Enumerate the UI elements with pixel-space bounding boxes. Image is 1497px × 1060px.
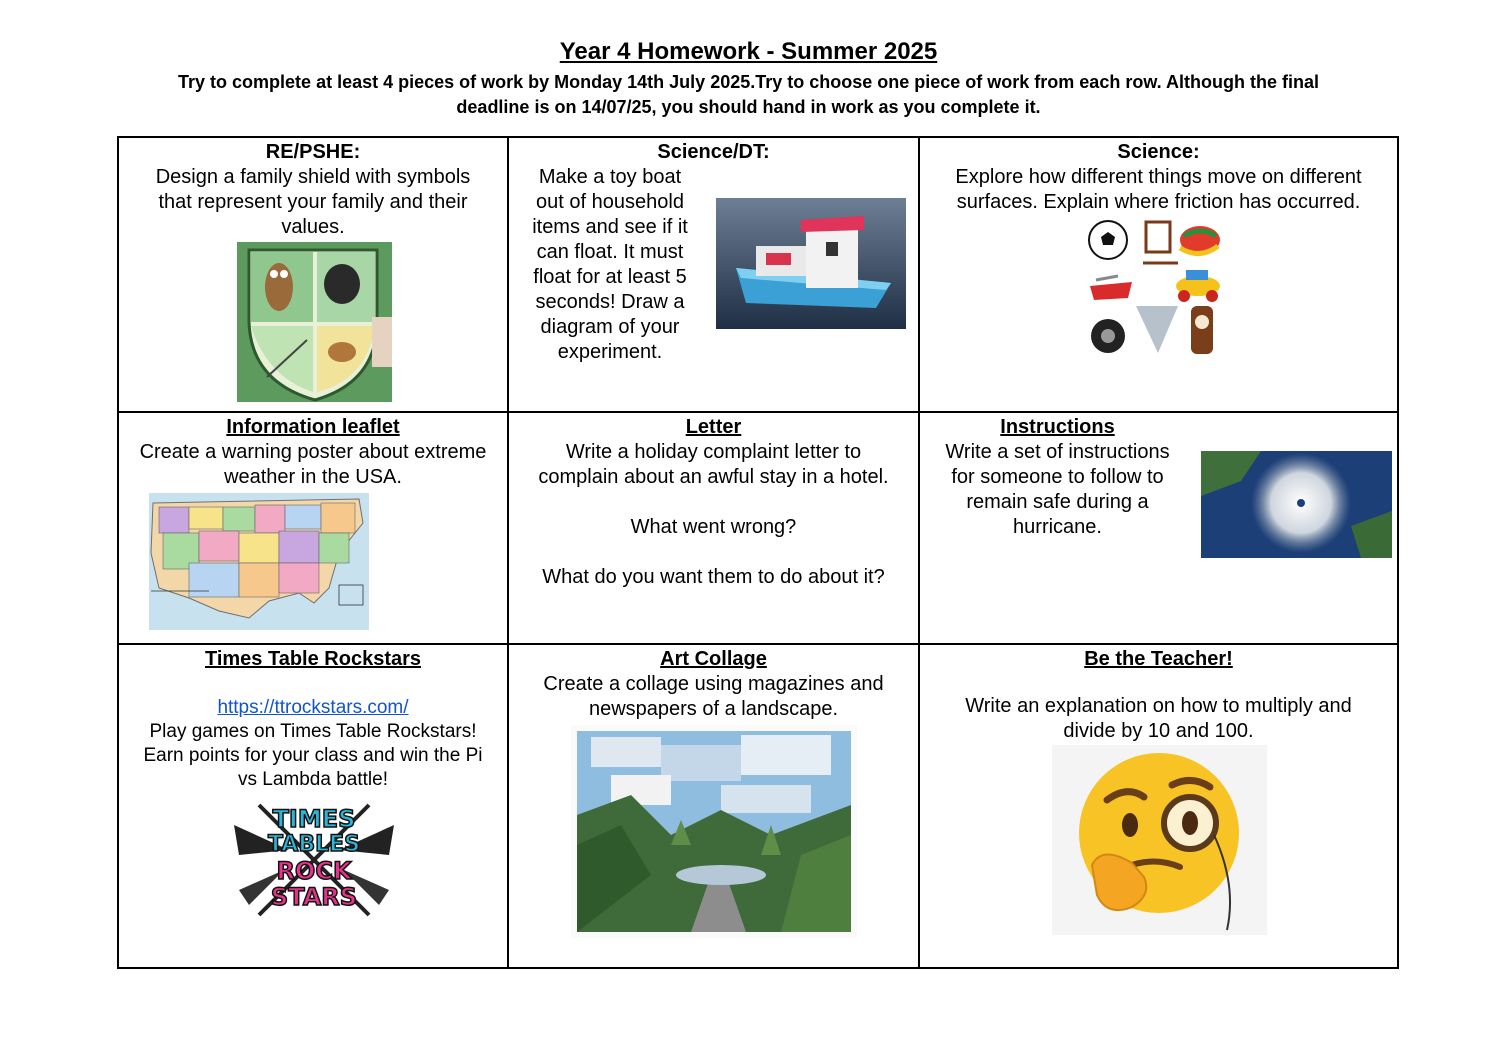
cell-text: vs Lambda battle! — [238, 769, 388, 790]
cell-text: divide by 10 and 100. — [1063, 720, 1254, 742]
cell-heading: Times Table Rockstars — [204, 648, 422, 670]
family-shield-image — [237, 242, 392, 402]
cell-text-block — [930, 415, 1185, 540]
cell-text: seconds! Draw a — [535, 291, 685, 313]
cell-text: Write an explanation on how to multiply and — [965, 695, 1352, 717]
boat-illustration — [716, 198, 906, 329]
cell-heading: Letter — [685, 416, 742, 438]
page-subtitle — [150, 70, 1347, 120]
cell-text: out of household — [536, 191, 684, 213]
ttrs-logo-times: TIMES — [272, 805, 356, 833]
objects-clipart — [1088, 218, 1223, 356]
cell-heading: Information leaflet — [226, 416, 400, 438]
moving-objects-image — [1088, 218, 1223, 356]
cell-text: What went wrong? — [630, 516, 797, 538]
ttrs-logo-graphic — [229, 795, 399, 920]
cell-times-table-rockstars — [119, 645, 507, 967]
landscape-collage-image — [571, 725, 857, 938]
cell-text: remain safe during a — [966, 491, 1149, 513]
cell-text: Write a holiday complaint letter to — [565, 441, 862, 463]
cell-heading: Science: — [1117, 141, 1200, 163]
cell-text: Design a family shield with symbols — [155, 166, 471, 188]
subtitle-line-2: deadline is on 14/07/25, you should hand in work as you complete it. — [456, 97, 1041, 117]
cell-text: Write a set of instructions — [945, 441, 1170, 463]
usa-map-image — [149, 493, 369, 630]
cell-text: items and see if it — [532, 216, 688, 238]
cell-text: float for at least 5 — [533, 266, 687, 288]
ttrs-logo — [229, 795, 399, 920]
cell-text: Create a collage using magazines and — [543, 673, 884, 695]
hurricane-image — [1201, 451, 1392, 558]
cell-instructions — [920, 413, 1397, 643]
cell-text: diagram of your — [540, 316, 680, 338]
cell-text: Make a toy boat — [538, 166, 682, 188]
cell-text: Create a warning poster about extreme — [139, 441, 487, 463]
shield-illustration — [237, 242, 392, 402]
cell-heading: Science/DT: — [657, 141, 770, 163]
page-title: Year 4 Homework - Summer 2025 — [559, 38, 938, 65]
cell-text: values. — [281, 216, 345, 238]
ttrs-logo-stars: STARS — [270, 883, 358, 911]
cell-heading: Instructions — [1000, 416, 1115, 438]
cell-text: can float. It must — [536, 241, 684, 263]
ttrs-logo-tables: TABLES — [268, 832, 360, 857]
ttrs-logo-rock: ROCK — [276, 857, 352, 885]
cell-be-the-teacher — [920, 645, 1397, 967]
thinking-emoji-image — [1052, 745, 1267, 935]
cell-heading: Be the Teacher! — [1084, 648, 1233, 670]
homework-grid — [117, 136, 1399, 969]
cell-text: What do you want them to do about it? — [542, 566, 885, 588]
cell-text: for someone to follow to — [951, 466, 1164, 488]
toy-boat-image — [716, 198, 906, 329]
cell-text: Play games on Times Table Rockstars! — [149, 721, 477, 742]
ttrockstars-link[interactable]: https://ttrockstars.com/ — [217, 697, 409, 718]
cell-letter — [509, 413, 918, 643]
cell-art-collage — [509, 645, 918, 967]
cell-text: hurricane. — [1013, 516, 1102, 538]
cell-text: surfaces. Explain where friction has occurred. — [956, 191, 1361, 213]
hurricane-illustration — [1201, 451, 1392, 558]
cell-heading: Art Collage — [660, 648, 767, 670]
cell-text: Explore how different things move on different — [955, 166, 1362, 188]
cell-information-leaflet — [119, 413, 507, 643]
subtitle-line-1: Try to complete at least 4 pieces of work by Monday 14th July 2025.Try to choose one piece of work from each row. Although the final — [178, 72, 1319, 92]
thinking-monocle-icon — [1052, 745, 1267, 935]
cell-text-block — [517, 165, 703, 365]
collage-illustration — [571, 725, 857, 938]
cell-science-dt — [509, 138, 918, 411]
map-illustration — [149, 493, 369, 630]
cell-science — [920, 138, 1397, 411]
cell-text: complain about an awful stay in a hotel. — [538, 466, 889, 488]
cell-text: experiment. — [557, 341, 663, 363]
cell-text: weather in the USA. — [224, 466, 402, 488]
cell-text: that represent your family and their — [158, 191, 468, 213]
cell-text: Earn points for your class and win the Pi — [143, 745, 483, 766]
cell-text: newspapers of a landscape. — [588, 698, 839, 720]
cell-re-pshe — [119, 138, 507, 411]
cell-heading: RE/PSHE: — [265, 141, 361, 163]
